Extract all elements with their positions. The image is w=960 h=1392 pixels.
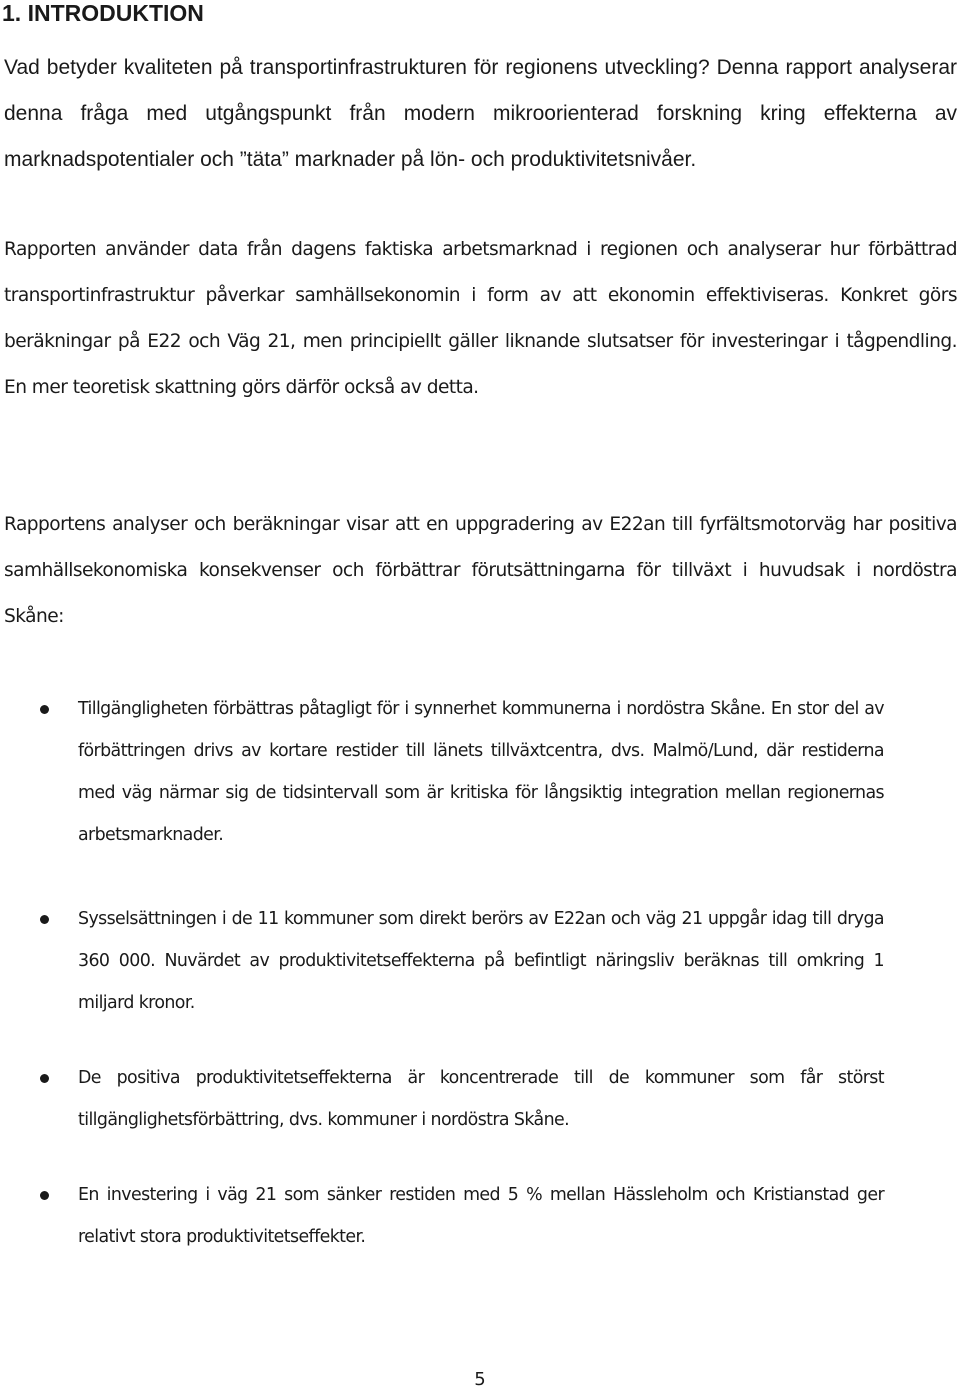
list-item-text: En investering i väg 21 som sänker restiden med 5 % mellan Hässleholm och Kristianstad ger relativt stora produktivitetseffekter. [78, 1185, 884, 1247]
bullet-icon [40, 1074, 49, 1083]
list-item-text: De positiva produktivitetseffekterna är koncentrerade till de kommuner som får störst tillgänglighetsförbättring, dvs. kommuner i nordöstra Skåne. [78, 1068, 884, 1130]
paragraph-data-usage: Rapporten använder data från dagens faktiska arbetsmarknad i regionen och analyserar hur förbättrad transportinfrastruktur påverkar samhällsekonomin i form av att ekonomin effektiviseras. Konkret görs beräkningar på E22 och Väg 21, men principiellt gäller liknande slutsatser för investeringar i tågpendling. En mer teoretisk skattning görs därför också av detta. [4, 239, 957, 398]
list-item-text: Sysselsättningen i de 11 kommuner som direkt berörs av E22an och väg 21 uppgår idag till dryga 360 000. Nuvärdet av produktivitetseffekterna på befintligt näringsliv beräknas till omkring 1 miljard kronor. [78, 909, 884, 1013]
page-number: 5 [474, 1369, 486, 1390]
paragraph-analysis-results: Rapportens analyser och beräkningar visar att en uppgradering av E22an till fyrfältsmotorväg har positiva samhällsekonomiska konsekvenser och förbättrar förutsättningarna för tillväxt i huvudsak i nordöstra Skåne: [4, 514, 957, 627]
list-item [78, 1057, 884, 1141]
list-item-text: Tillgängligheten förbättras påtagligt för i synnerhet kommunerna i nordöstra Skåne. En stor del av förbättringen drivs av kortare restider till länets tillväxtcentra, dvs. Malmö/Lund, där restiderna med väg närmar sig de tidsintervall som är kritiska för långsiktig integration mellan regionernas arbetsmarknader. [78, 699, 884, 845]
list-item [78, 898, 884, 1024]
intro-paragraph: Vad betyder kvaliteten på transportinfrastrukturen för regionens utveckling? Denna rapport analyserar denna fråga med utgångspunkt från modern mikroorienterad forskning kring effekterna av marknadspotentialer och ”täta” marknader på lön- och produktivitetsnivåer. [4, 56, 957, 171]
list-item [78, 1174, 884, 1258]
bullet-icon [40, 1191, 49, 1200]
list-item [78, 688, 884, 856]
bullet-icon [40, 915, 49, 924]
bullet-icon [40, 705, 49, 714]
section-heading: 1. INTRODUKTION [2, 0, 204, 26]
